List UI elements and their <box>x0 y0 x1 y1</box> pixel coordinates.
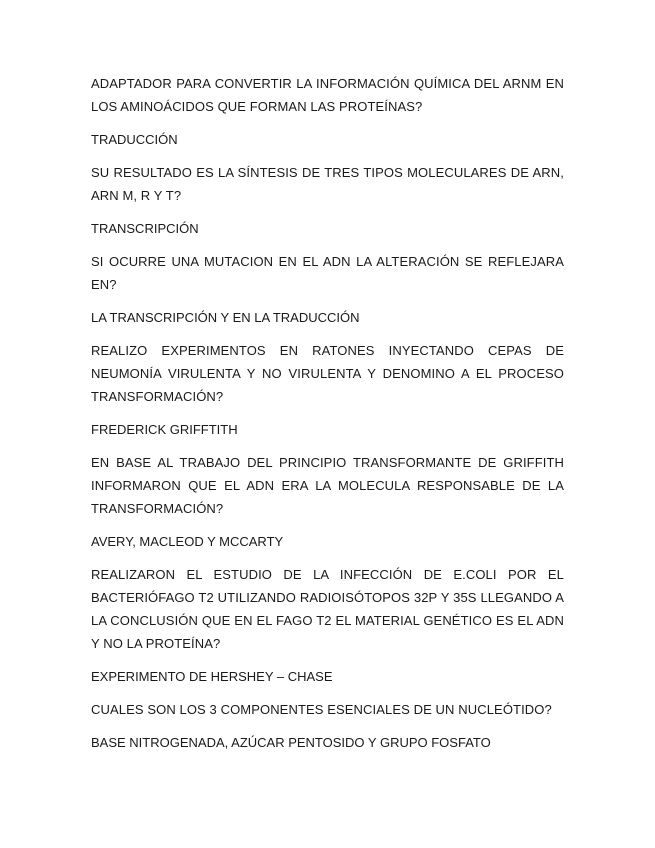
question-text: SI OCURRE UNA MUTACION EN EL ADN LA ALTERACIÓN SE REFLEJARA EN? <box>91 254 564 292</box>
qa-item <box>91 698 564 754</box>
question-text: CUALES SON LOS 3 COMPONENTES ESENCIALES DE UN NUCLEÓTIDO? <box>91 702 552 717</box>
answer-text: EXPERIMENTO DE HERSHEY – CHASE <box>91 669 333 684</box>
answer-text: BASE NITROGENADA, AZÚCAR PENTOSIDO Y GRUPO FOSFATO <box>91 735 491 750</box>
answer-text: LA TRANSCRIPCIÓN Y EN LA TRADUCCIÓN <box>91 310 360 325</box>
answer-text: TRANSCRIPCIÓN <box>91 221 199 236</box>
question-text: REALIZO EXPERIMENTOS EN RATONES INYECTANDO CEPAS DE NEUMONÍA VIRULENTA Y NO VIRULENTA Y DENOMINO A EL PROCESO TRANSFORMACIÓN? <box>91 343 564 404</box>
qa-item <box>91 451 564 553</box>
qa-item <box>91 339 564 441</box>
qa-item <box>91 161 564 240</box>
qa-item <box>91 72 564 151</box>
question-text: ADAPTADOR PARA CONVERTIR LA INFORMACIÓN QUÍMICA DEL ARNM EN LOS AMINOÁCIDOS QUE FORMAN LAS PROTEÍNAS? <box>91 76 564 114</box>
question-text: EN BASE AL TRABAJO DEL PRINCIPIO TRANSFORMANTE DE GRIFFITH INFORMARON QUE EL ADN ERA LA MOLECULA RESPONSABLE DE LA TRANSFORMACIÓN? <box>91 455 564 516</box>
answer-text: FREDERICK GRIFFTITH <box>91 422 238 437</box>
answer-text: AVERY, MACLEOD Y MCCARTY <box>91 534 284 549</box>
question-text: REALIZARON EL ESTUDIO DE LA INFECCIÓN DE E.COLI POR EL BACTERIÓFAGO T2 UTILIZANDO RADIOISÓTOPOS 32P Y 35S LLEGANDO A LA CONCLUSIÓN QUE EN EL FAGO T2 EL MATERIAL GENÉTICO ES EL ADN Y NO LA PROTEÍNA? <box>91 567 564 651</box>
question-text: SU RESULTADO ES LA SÍNTESIS DE TRES TIPOS MOLECULARES DE ARN, ARN M, R Y T? <box>91 165 564 203</box>
answer-text: TRADUCCIÓN <box>91 132 178 147</box>
qa-item <box>91 250 564 329</box>
qa-item <box>91 563 564 688</box>
document-body <box>91 72 564 764</box>
